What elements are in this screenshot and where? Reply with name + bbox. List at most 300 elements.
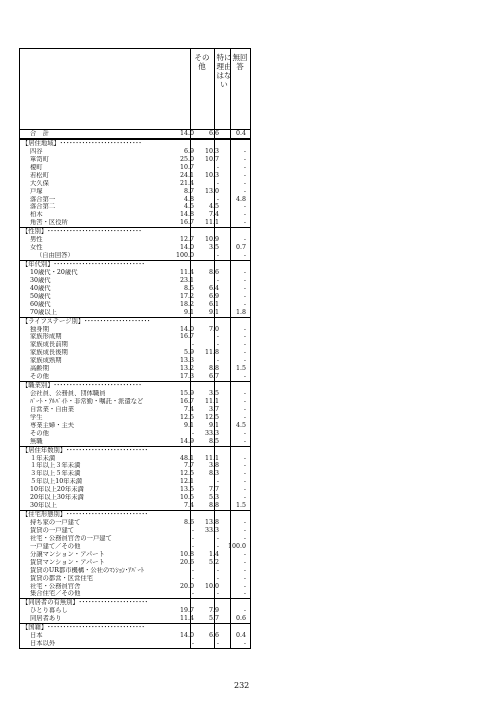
cell-value: 6.9 [183,147,194,155]
row-label: 同居者あり [30,615,62,623]
cell-value: 12.7 [179,236,194,244]
table-row [20,277,250,285]
cell-value: - [243,292,246,300]
row-label: 【居住地域】･･････････････････････････ [22,139,142,147]
cell-value: - [243,155,246,163]
table-row [20,293,250,301]
row-label: 分譲マンション・アパート [30,550,105,558]
row-label: その他 [30,429,49,437]
table-row [20,309,250,317]
table-row [20,252,250,260]
row-label: 若松町 [30,171,49,179]
cell-value: 7.4 [208,211,219,219]
row-label: １年以上３年未満 [30,462,81,470]
row-label: 10年以上20年未満 [30,486,84,494]
row-label: 男性 [30,236,43,244]
cell-value: - [191,429,194,437]
row-label: 社宅・公務員官舎 [30,582,81,590]
row-label: 持ち家の一戸建て [30,519,81,526]
cell-value: - [216,333,219,341]
cell-value: - [216,341,219,349]
cell-value: 1.4 [208,550,219,558]
table-row [20,615,250,623]
row-label: 家族成熟期 [30,357,62,365]
cell-value: - [216,276,219,284]
cell-value: 16.7 [179,333,194,341]
row-label: 角筈・区役所 [30,219,68,227]
cell-value: 10.5 [179,494,194,502]
cell-value: - [243,590,246,598]
cell-value: 14.0 [179,632,194,640]
row-label: 集合住宅／その他 [30,590,81,598]
row-label: 独身期 [30,325,49,333]
cell-value: 6.1 [208,300,219,308]
table-row [20,406,250,414]
row-label: 大久保 [30,179,49,187]
table-row [20,219,250,227]
row-label: 50歳代 [30,292,51,300]
cell-value: - [243,268,246,276]
cell-value: 8.8 [208,365,219,373]
cell-value: 14.8 [179,211,194,219]
row-label: 【同居者の有無別】･･････････････････････ [22,599,148,607]
cell-value: 7.4 [183,405,194,413]
cell-value: 7.7 [183,462,194,470]
cell-value: 5.3 [208,494,219,502]
cell-value: - [216,640,219,648]
cell-value: 13.0 [204,187,219,195]
cell-value: - [216,566,219,574]
row-label: 専業主婦・主夫 [30,421,75,429]
cell-value: - [243,236,246,244]
cell-value: - [243,163,246,171]
row-label: 70歳以上 [30,308,57,316]
row-label: 無職 [30,437,43,445]
table-row [20,455,250,463]
cell-value: 14.0 [179,130,194,137]
cell-value: 7.0 [208,325,219,333]
cell-value: - [243,607,246,615]
table-row [20,211,250,219]
cell-value: - [243,219,246,227]
cell-value: 17.3 [179,373,194,381]
cell-value: 4.8 [183,195,194,203]
table-row [20,269,250,277]
cell-value: 11.4 [179,268,194,276]
cell-value: 5.7 [208,615,219,623]
cell-value: 13.8 [204,519,219,526]
table-row [20,486,250,494]
category-row [20,227,250,236]
table-row [20,244,250,252]
row-label: ５年以上10年未満 [30,478,83,486]
row-label: 【職業別】････････････････････････････ [22,382,142,390]
cell-value: 8.8 [208,502,219,510]
table-row [20,301,250,309]
cell-value: - [243,390,246,397]
cell-value: - [243,462,246,470]
cell-value: 10.0 [204,582,219,590]
row-label: 【ライフステージ別】･････････････････････ [22,317,151,325]
cell-value: - [216,163,219,171]
cell-value: 10.7 [204,155,219,163]
cell-value: 13.3 [179,357,194,365]
table-row [20,422,250,430]
table-row [20,236,250,244]
cell-value: 8.6 [183,519,194,526]
row-label: その他 [30,373,49,381]
cell-value: 6.9 [208,292,219,300]
cell-value: 19.7 [179,607,194,615]
row-label: 【住宅形態別】･･････････････････････････ [22,511,148,519]
table-row [20,196,250,204]
cell-value: 100.0 [175,252,194,260]
cell-value: - [243,478,246,486]
row-label: 60歳代 [30,300,51,308]
cell-value: - [216,574,219,582]
cell-value: - [191,566,194,574]
table-row [20,365,250,373]
cell-value: - [243,470,246,478]
table-row [20,398,250,406]
table-row [20,575,250,583]
cell-value: 4.8 [235,195,246,203]
cell-value: - [191,574,194,582]
cell-value: 12.5 [179,470,194,478]
row-label: 【居住年数別】･･････････････････････････ [22,446,148,454]
row-label: 30歳代 [30,276,51,284]
row-label: 40歳代 [30,284,51,292]
row-label: 戸塚 [30,187,43,195]
page-number: 232 [234,681,250,690]
row-label: 社宅・公務員官舎の一戸建て [30,534,112,542]
row-label: 20年以上30年未満 [30,494,84,502]
cell-value: 7.4 [183,502,194,510]
row-label: 一戸建て／その他 [30,542,81,550]
row-label: （自由回答） [36,252,74,260]
cell-value: 5.9 [183,349,194,357]
cell-value: 8.5 [208,437,219,445]
cell-value: 8.7 [183,187,194,195]
cell-value: - [243,526,246,534]
category-row [20,381,250,390]
row-label: 10歳代・20歳代 [30,268,78,276]
cell-value: - [243,566,246,574]
cell-value: - [191,526,194,534]
cell-value: 10.9 [204,236,219,244]
cell-value: 100.0 [227,542,246,550]
table-row [20,390,250,398]
cell-value: 7.7 [208,486,219,494]
cell-value: - [216,252,219,260]
cell-value: 14.9 [179,437,194,445]
cell-value: 3.5 [208,390,219,397]
cell-value: 20.0 [179,582,194,590]
row-label: 落合第一 [30,195,56,203]
cell-value: 9.1 [208,421,219,429]
row-label: 賃貸の都営・区営住宅 [30,574,93,582]
cell-value: - [243,550,246,558]
cell-value: 8.3 [208,470,219,478]
row-label: 賃貸のUR都市機構・公社のﾏﾝｼｮﾝ･ｱﾊﾟｰﾄ [30,566,144,574]
cell-value: 6.7 [208,373,219,381]
cell-value: - [191,590,194,598]
table-row [20,535,250,543]
header-no-answer: 無回答 [232,53,248,71]
row-label: 柏木 [30,211,43,219]
cell-value: - [243,147,246,155]
row-label: 落合第二 [30,203,56,211]
data-table [19,48,251,649]
cell-value: 0.4 [235,632,246,640]
cell-value: 6.4 [208,284,219,292]
cell-value: - [243,179,246,187]
cell-value: 0.4 [235,130,246,137]
table-row [20,590,250,598]
row-label: 会社員、公務員、団体職員 [30,390,106,397]
table-row [20,333,250,341]
cell-value: 1.8 [235,308,246,316]
row-label: 四谷 [30,147,43,155]
cell-value: 15.9 [179,390,194,397]
row-label: 学生 [30,413,43,421]
cell-value: - [216,542,219,550]
category-row [20,598,250,607]
cell-value: 33.3 [204,526,219,534]
category-row [20,623,250,632]
cell-value: 17.2 [179,292,194,300]
row-label: 家族成長後期 [30,349,68,357]
cell-value: - [243,211,246,219]
cell-value: 11.8 [204,349,219,357]
table-row [20,494,250,502]
cell-value: - [216,478,219,486]
cell-value: - [243,486,246,494]
cell-value: 20.6 [179,558,194,566]
cell-value: 9.1 [208,308,219,316]
cell-value: 10.3 [204,147,219,155]
table-row [20,583,250,591]
cell-value: 4.5 [208,203,219,211]
cell-value: 16.7 [179,219,194,227]
cell-value: - [243,341,246,349]
row-label: 30年以上 [30,502,57,510]
row-label: 自営業・自由業 [30,405,75,413]
cell-value: 13.5 [179,486,194,494]
cell-value: - [216,179,219,187]
table-row [20,326,250,334]
cell-value: 3.5 [208,244,219,252]
table-row [20,559,250,567]
table-row [20,607,250,615]
row-label: 日本以外 [30,640,56,648]
cell-value: - [243,349,246,357]
table-row [20,527,250,535]
cell-value: - [243,454,246,462]
row-label: 家族形成期 [30,333,62,341]
cell-value: - [243,397,246,405]
cell-value: 25.0 [179,155,194,163]
cell-value: 12.5 [179,413,194,421]
cell-value: 48.1 [179,454,194,462]
cell-value: 9.1 [183,421,194,429]
table-row [20,203,250,211]
cell-value: - [191,534,194,542]
row-label: ひとり暮らし [30,607,68,615]
table-row [20,502,250,510]
table-row [20,551,250,559]
row-label: 【国籍】･･･････････････････････････････ [22,624,145,632]
cell-value: 6.6 [208,632,219,640]
cell-value: - [243,357,246,365]
cell-value: - [243,413,246,421]
cell-value: - [243,574,246,582]
row-label: ﾊﾟｰﾄ・ｱﾙﾊﾞｲﾄ・非常勤・嘱託・派遣など [30,397,144,405]
cell-value: - [191,542,194,550]
cell-value: - [216,357,219,365]
table-row [20,632,250,640]
cell-value: - [243,405,246,413]
row-label: 榎町 [30,163,43,171]
row-label: 賃貸の一戸建て [30,526,75,534]
cell-value: 18.2 [179,300,194,308]
table-row [20,640,250,648]
table-row [20,519,250,527]
cell-value: - [191,640,194,648]
row-label: ３年以上５年未満 [30,470,81,478]
cell-value: - [243,429,246,437]
cell-value: 11.1 [204,454,219,462]
cell-value: - [243,534,246,542]
cell-value: 24.1 [179,171,194,179]
table-row [20,462,250,470]
cell-value: - [243,558,246,566]
cell-value: - [243,325,246,333]
cell-value: 9.1 [183,308,194,316]
table-row [20,478,250,486]
cell-value: 23.1 [179,276,194,284]
table-row [20,341,250,349]
table-row [20,438,250,446]
cell-value: 1.5 [235,502,246,510]
cell-value: - [243,640,246,648]
cell-value: 6.6 [208,130,219,137]
category-row [20,510,250,519]
cell-value: - [243,284,246,292]
header-other: その他 [194,53,210,71]
cell-value: 10.7 [179,163,194,171]
cell-value: - [243,333,246,341]
cell-value: 4.5 [235,421,246,429]
cell-value: 11.4 [179,615,194,623]
cell-value: 0.6 [235,615,246,623]
cell-value: 11.1 [204,397,219,405]
table-row [20,164,250,172]
table-row [20,414,250,422]
table-row [20,148,250,156]
cell-value: 8.5 [183,284,194,292]
cell-value: 14.0 [179,244,194,252]
table-row [20,543,250,551]
table-row [20,373,250,381]
table-row [20,357,250,365]
row-label: 賃貸マンション・アパート [30,558,105,566]
row-label: 家族成長前期 [30,341,68,349]
row-label: 【性別】･･････････････････････････････ [22,228,142,236]
row-label: 合 計 [30,130,49,137]
cell-value: - [243,300,246,308]
cell-value: - [243,171,246,179]
table-row [20,470,250,478]
cell-value: 1.5 [235,365,246,373]
cell-value: 12.1 [179,478,194,486]
cell-value: 10.3 [204,171,219,179]
cell-value: 11.1 [204,219,219,227]
cell-value: 33.3 [204,429,219,437]
cell-value: 4.5 [183,203,194,211]
cell-value: 3.8 [208,462,219,470]
table-row [20,188,250,196]
cell-value: 10.8 [179,550,194,558]
table-row [20,430,250,438]
cell-value: - [243,494,246,502]
table-row [20,156,250,164]
cell-value: - [243,582,246,590]
row-label: 日本 [30,632,43,640]
cell-value: 3.7 [208,405,219,413]
cell-value: 5.2 [208,558,219,566]
row-label: 高齢期 [30,365,49,373]
category-row [20,139,250,148]
cell-value: - [216,590,219,598]
table-row [20,180,250,188]
row-label: 女性 [30,244,43,252]
cell-value: - [216,195,219,203]
table-row [20,285,250,293]
row-label: 箪笥町 [30,155,49,163]
cell-value: 0.7 [235,244,246,252]
row-label: 【年代別】･････････････････････････････ [22,261,145,268]
cell-value: 7.9 [208,607,219,615]
cell-value: 14.0 [179,325,194,333]
category-row [20,317,250,326]
cell-value: - [243,252,246,260]
cell-value: - [243,276,246,284]
table-header [20,49,250,130]
table-row [20,567,250,575]
row-label: １年未満 [30,454,56,462]
total-row [20,130,250,139]
cell-value: - [243,373,246,381]
cell-value: - [243,437,246,445]
table-row [20,349,250,357]
cell-value: - [243,187,246,195]
header-no-reason: 特に理由はない [216,53,232,89]
cell-value: 21.4 [179,179,194,187]
cell-value: 12.5 [204,413,219,421]
table-body [20,130,250,648]
cell-value: 8.6 [208,268,219,276]
table-row [20,172,250,180]
cell-value: 13.2 [179,365,194,373]
cell-value: - [243,203,246,211]
cell-value: - [216,534,219,542]
cell-value: 16.7 [179,397,194,405]
category-row [20,260,250,269]
cell-value: - [191,341,194,349]
cell-value: - [243,519,246,526]
category-row [20,446,250,455]
